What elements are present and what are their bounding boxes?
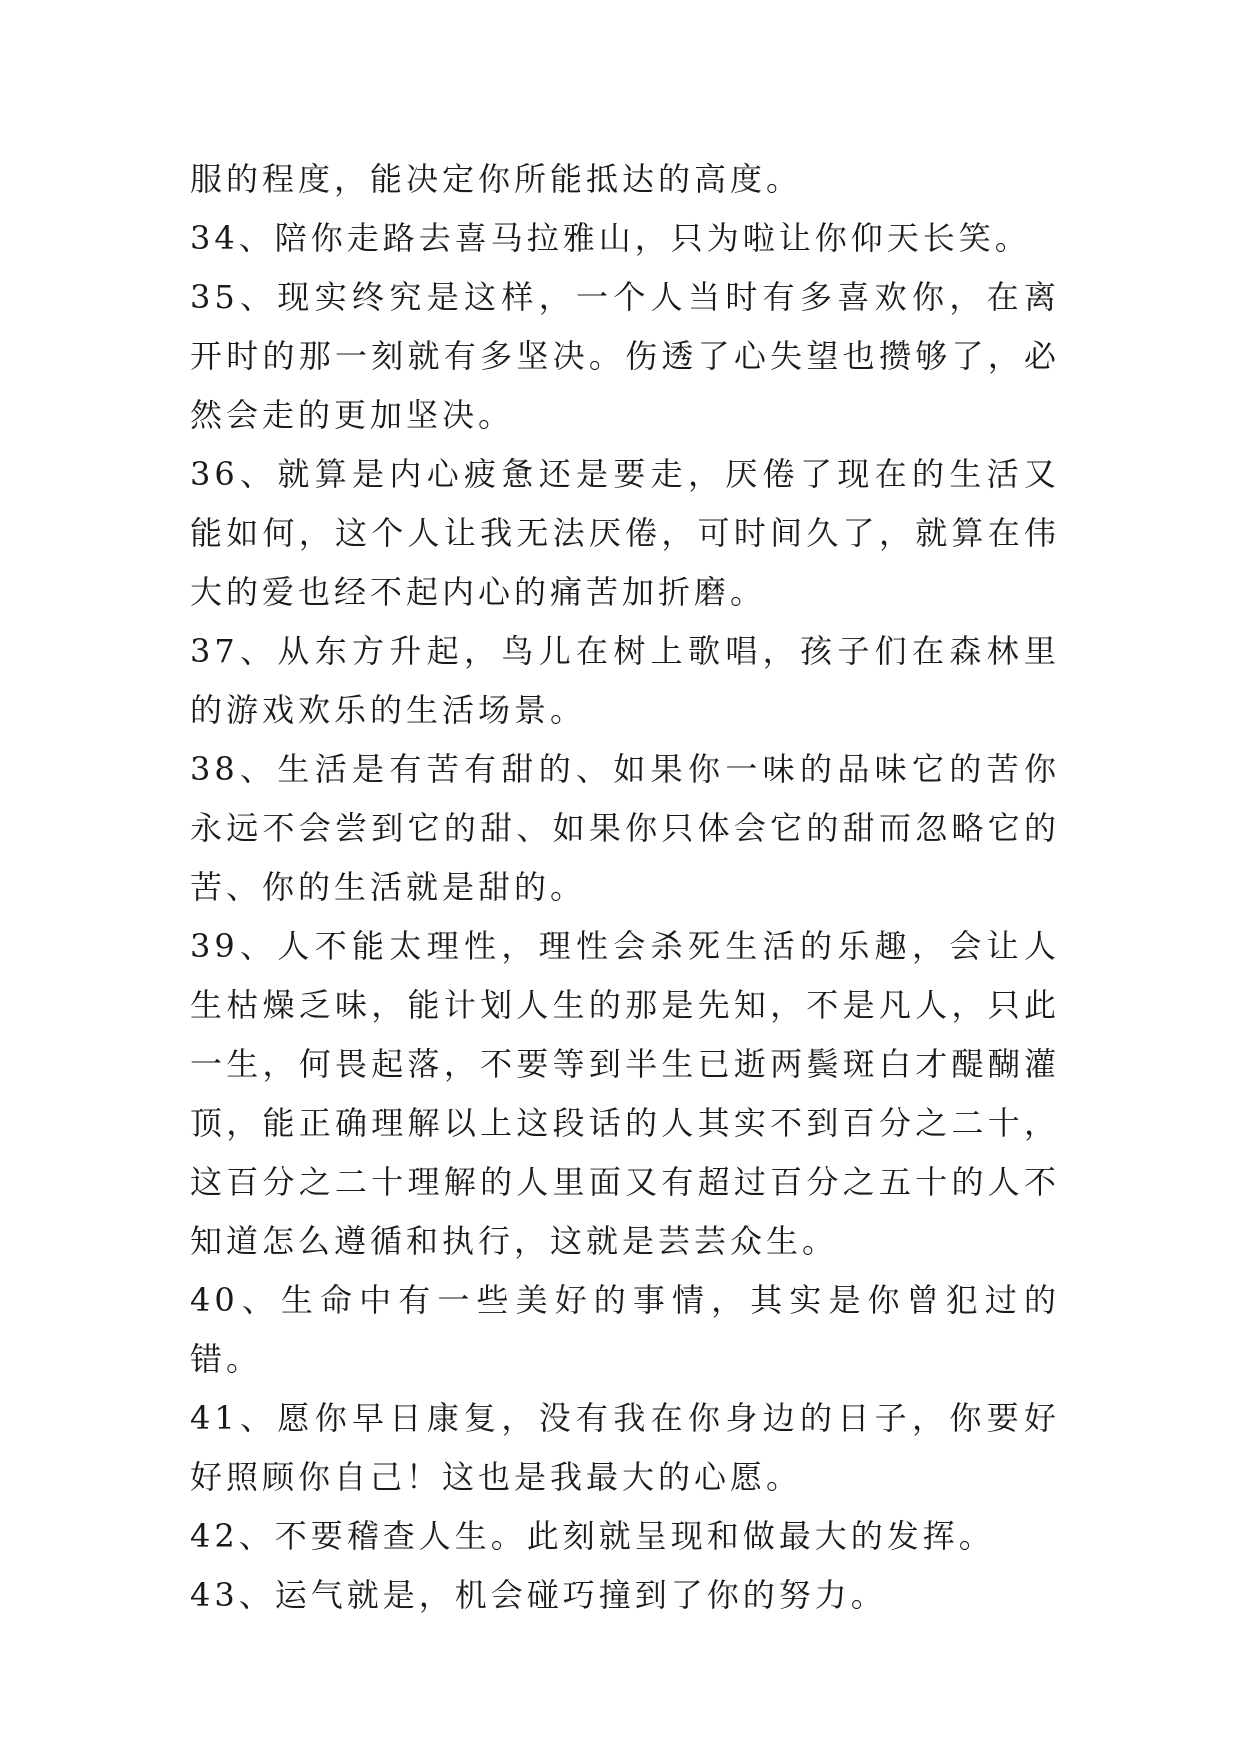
paragraph-continuation: 服的程度，能决定你所能抵达的高度。 <box>190 160 803 198</box>
paragraph-34: 34、陪你走路去喜马拉雅山，只为啦让你仰天长笑。 <box>190 219 1031 257</box>
paragraph-40: 40、生命中有一些美好的事情，其实是你曾犯过的错。 <box>190 1281 1060 1378</box>
paragraph-38: 38、生活是有苦有甜的、如果你一味的品味它的苦你永远不会尝到它的甜、如果你只体会它的甜而忽略它的苦、你的生活就是甜的。 <box>190 750 1060 906</box>
paragraph-37: 37、从东方升起，鸟儿在树上歌唱，孩子们在森林里的游戏欢乐的生活场景。 <box>190 632 1060 729</box>
paragraph-42: 42、不要稽查人生。此刻就呈现和做最大的发挥。 <box>190 1517 995 1555</box>
paragraph-35: 35、现实终究是这样，一个人当时有多喜欢你，在离开时的那一刻就有多坚决。伤透了心失望也攒够了，必然会走的更加坚决。 <box>190 278 1060 434</box>
body-text <box>190 150 1060 1625</box>
paragraph-41: 41、愿你早日康复，没有我在你身边的日子，你要好好照顾你自己！这也是我最大的心愿。 <box>190 1399 1060 1496</box>
paragraph-36: 36、就算是内心疲惫还是要走，厌倦了现在的生活又能如何，这个人让我无法厌倦，可时间久了，就算在伟大的爱也经不起内心的痛苦加折磨。 <box>190 455 1060 611</box>
paragraph-43: 43、运气就是，机会碰巧撞到了你的努力。 <box>190 1576 887 1614</box>
paragraph-39: 39、人不能太理性，理性会杀死生活的乐趣，会让人生枯燥乏味，能计划人生的那是先知，不是凡人，只此一生，何畏起落，不要等到半生已逝两鬓斑白才醍醐灌顶，能正确理解以上这段话的人其实不到百分之二十，这百分之二十理解的人里面又有超过百分之五十的人不知道怎么遵循和执行，这就是芸芸众生。 <box>190 927 1060 1260</box>
